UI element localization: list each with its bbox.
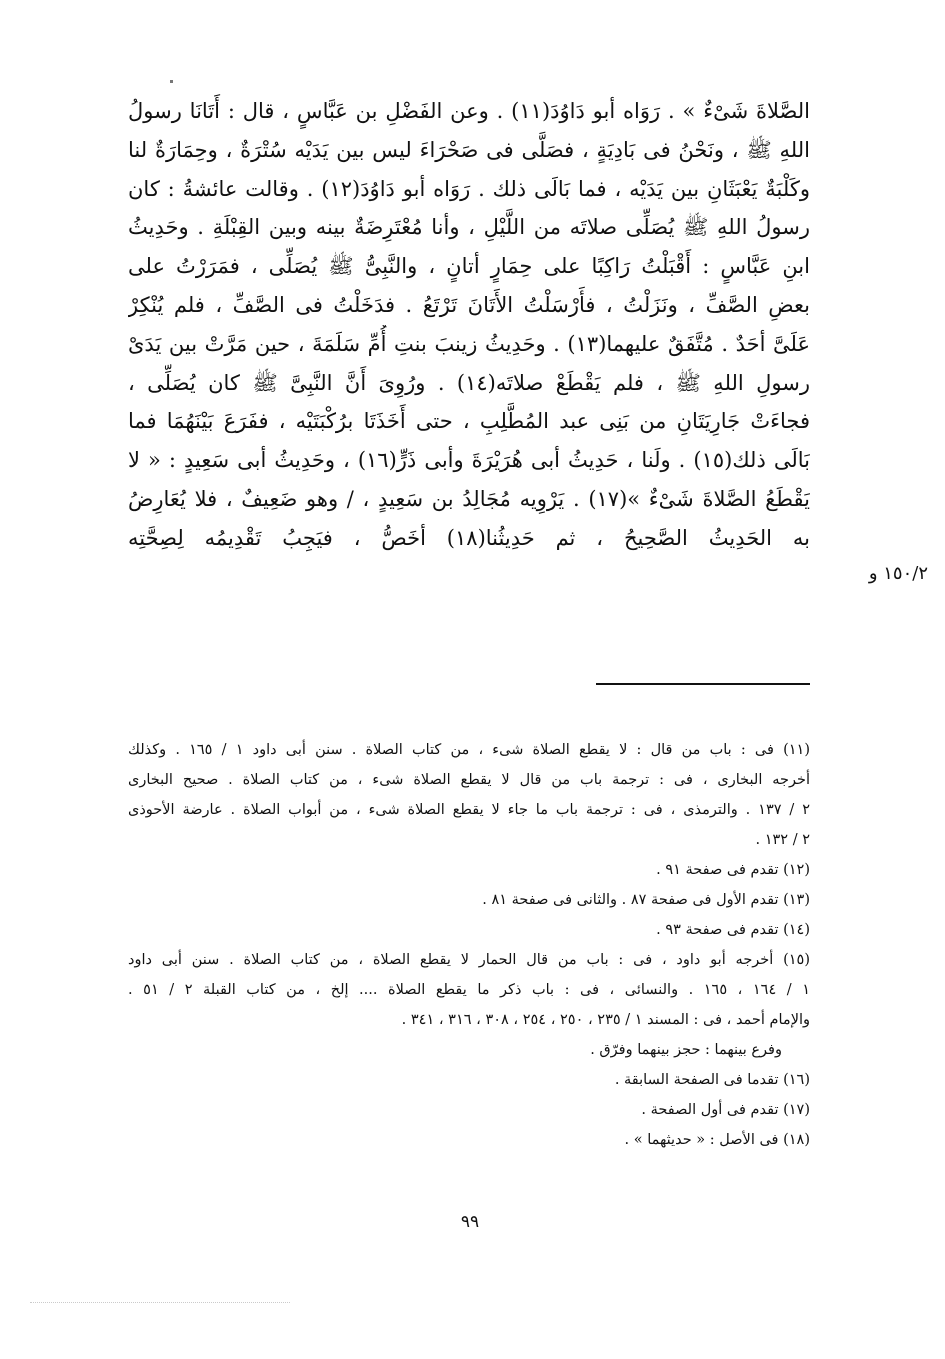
main-text-line: فجاءَتْ جَارِيَتَانِ من بَنِى عبد المُطَّلِبِ ، حتى أَخَذَتَا برُكْبَتَيْه ، ففَرَعَ بَيْنَهُمَا فما: [128, 409, 810, 434]
scan-artifact: [30, 1302, 290, 1305]
main-text-line: وكَلْبَةٌ يَعْبَثَانِ بين يَدَيْه ، فما بَالَى ذلك . رَوَاه أبو دَاوُدَ(١٢) . وقالت عائشةُ : كان: [128, 176, 810, 201]
footnote-line: أخرجه البخارى ، فى : ترجمة باب من قال لا يقطع الصلاة شىء ، من كتاب الصلاة . صحيح البخارى: [128, 772, 810, 788]
footnote-line: وفرع بينهما : حجز بينهما وفرّق .: [590, 1042, 782, 1058]
margin-manuscript-folio-note: ١٥٠/٢ و: [868, 563, 928, 584]
main-text-block: [128, 92, 810, 558]
main-text-line: يَقْطَعُ الصَّلاةَ شَىْءٌ »(١٧) . يَرْوِيه مُجَالِدُ بن سَعِيدٍ ، / وهو ضَعِيفٌ ، فلا يُعَارِضُ: [128, 486, 810, 511]
footnote-line: والإمام أحمد ، فى : المسند ١ / ٢٣٥ ، ٢٥٠ ، ٢٥٤ ، ٣٠٨ ، ٣١٦ ، ٣٤١ .: [401, 1012, 810, 1028]
main-text-line: عَلَىَّ أحَدٌ . مُتَّفَقٌ عليهما(١٣) . وحَدِيثُ زينبَ بنتِ أُمِّ سَلَمَةَ ، حين مَرَّتْ بين يَدَىْ: [128, 331, 810, 356]
footnote-line: (١٢) تقدم فى صفحة ٩١ .: [656, 862, 810, 878]
main-text-line: به الحَدِيثُ الصَّحِيحُ ، ثم حَدِيثُنا(١٨) أخَصُّ ، فيَجِبُ تَقْدِيمُه لِصِحَّتِه: [128, 525, 810, 550]
main-text-line: رسولُ اللهِ ﷺ يُصَلِّى صلاتَه من اللَّيْلِ ، وأنا مُعْتَرِضَةٌ بينه وبين القِبْلَةِ . وحَدِيثُ: [128, 215, 810, 240]
page-number: ٩٩: [460, 1212, 480, 1232]
main-text-line: بَالَى ذلك(١٥) . ولَنا ، حَدِيثُ أبى هُرَيْرَةَ وأبى ذَرٍّ(١٦) ، وحَدِيثُ أبى سَعِيدٍ : « لا: [128, 448, 810, 473]
footnote-line: (١٧) تقدم فى أول الصفحة .: [641, 1102, 810, 1118]
footnote-line: ٢ / ١٣٢ .: [755, 832, 810, 848]
footnote-line: (١٦) تقدما فى الصفحة السابقة .: [614, 1072, 810, 1088]
footnote-line: (١٥) أخرجه أبو داود ، فى : باب من قال الحمار لا يقطع الصلاة ، من كتاب الصلاة . سنن أبى داود: [128, 952, 810, 968]
footnotes-block: [128, 735, 810, 1155]
scan-speck: [170, 80, 173, 83]
footnote-line: ٢ / ١٣٧ . والترمذى ، فى : ترجمة باب ما جاء لا يقطع الصلاة شىء ، من أبواب الصلاة . عارضة الأحوذى: [128, 802, 810, 818]
footnote-line: (١٨) فى الأصل : « حديثهما » .: [624, 1132, 810, 1148]
main-text-line: اللهِ ﷺ ، ونَحْنُ فى بَادِيَةٍ ، فصَلَّى فى صَحْرَاءَ ليس بين يَدَيْه سُتْرَةٌ ، وحِمَارَةٌ لنا: [128, 137, 810, 162]
main-text-line: بعضِ الصَّفِّ ، ونَزَلْتُ ، فأَرْسَلْتُ الأَتَانَ تَرْتَعُ . فدَخَلْتُ فى الصَّفِّ ، فلم يُنْكِرْ: [128, 292, 810, 317]
footnote-line: (١٤) تقدم فى صفحة ٩٣ .: [656, 922, 810, 938]
main-text-line: رسولِ اللهِ ﷺ ، فلم يَقْطَعْ صلاتَه(١٤) . ورُوِىَ أَنَّ النَّبِىَّ ﷺ كان يُصَلِّى ،: [128, 370, 810, 395]
main-text-line: الصَّلاةَ شَىْءٌ » . رَوَاه أبو دَاوُدَ(١١) . وعن الفَضْلِ بن عَبَّاسٍ ، قال : أَتَانَا رسولُ: [128, 99, 810, 123]
footnote-separator-rule: [596, 683, 810, 685]
main-text-line: ابنِ عَبَّاسٍ : أَقْبَلْتُ رَاكِبًا على حِمَارٍ أتانٍ ، والنَّبِىُّ ﷺ يُصَلِّى ، فمَرَرْتُ على: [128, 254, 810, 279]
footnote-line: (١١) فى : باب من قال : لا يقطع الصلاة شىء ، من كتاب الصلاة . سنن أبى داود ١ / ١٦٥ . وكذلك: [128, 742, 810, 758]
footnote-line: ١ / ١٦٤ ، ١٦٥ . والنسائى ، فى : باب ذكر ما يقطع الصلاة .... إلخ ، من كتاب القبلة ٢ / ٥١ .: [128, 982, 810, 998]
footnote-line: (١٣) تقدم الأول فى صفحة ٨٧ . والثانى فى صفحة ٨١ .: [482, 892, 810, 908]
